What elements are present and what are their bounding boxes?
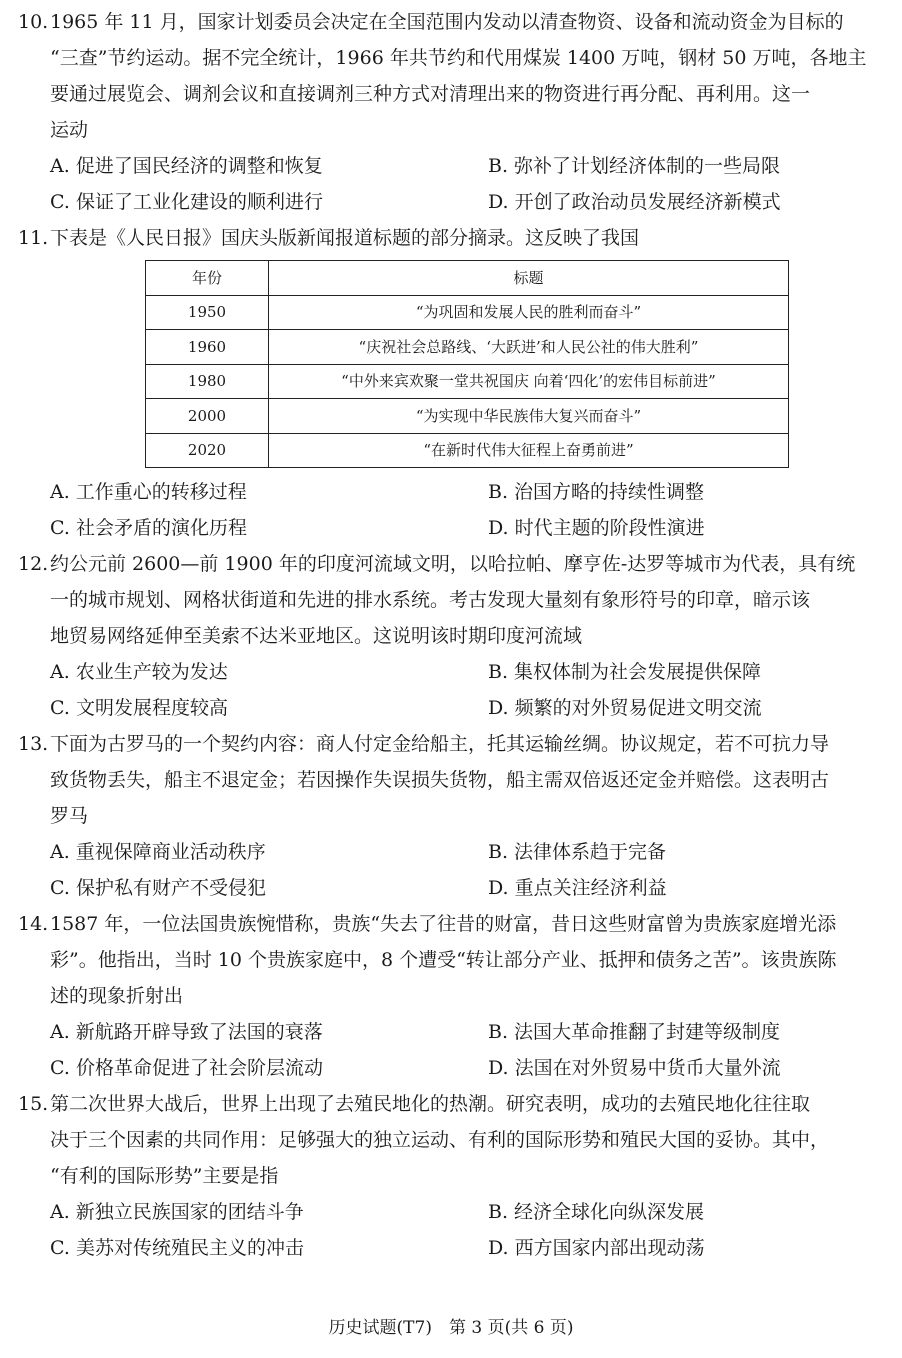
option-d[interactable]: D. 法国在对外贸易中货币大量外流 bbox=[488, 1057, 781, 1079]
option-b[interactable]: B. 治国方略的持续性调整 bbox=[488, 481, 705, 503]
header-year: 年份 bbox=[146, 261, 269, 296]
headline-table bbox=[145, 260, 789, 468]
cell-title: “庆祝社会总路线、‘大跃进’和人民公社的伟大胜利” bbox=[269, 330, 789, 365]
question-number: 13. bbox=[18, 733, 49, 755]
question-stem: 12.约公元前 2600—前 1900 年的印度河流域文明，以哈拉帕、摩亨佐-达罗等城市为代表，具有统 bbox=[18, 546, 884, 582]
answer-options bbox=[18, 474, 884, 546]
option-b[interactable]: B. 集权体制为社会发展提供保障 bbox=[488, 661, 762, 683]
option-a[interactable]: A. 促进了国民经济的调整和恢复 bbox=[50, 155, 323, 177]
option-d[interactable]: D. 开创了政治动员发展经济新模式 bbox=[488, 191, 781, 213]
table-row bbox=[146, 364, 789, 399]
cell-title: “为巩固和发展人民的胜利而奋斗” bbox=[269, 295, 789, 330]
header-title: 标题 bbox=[269, 261, 789, 296]
option-a[interactable]: A. 农业生产较为发达 bbox=[50, 661, 228, 683]
headline-table-wrapper bbox=[18, 256, 884, 474]
option-b[interactable]: B. 弥补了计划经济体制的一些局限 bbox=[488, 155, 781, 177]
option-c[interactable]: C. 保护私有财产不受侵犯 bbox=[50, 877, 266, 899]
question-10: 10.1965 年 11 月，国家计划委员会决定在全国范围内发动以清查物资、设备和流动资金为目标的 “三查”节约运动。据不完全统计，1966 年共节约和代用煤炭 1400 万吨，钢材 50 万吨，各地主 要通过展览会、调剂会议和直接调剂三种方式对清理出来的物资进行再分配、再利用。这一 运动 A. 促进了国民经济的调整和恢复 B. 弥补了计划经济体制的一些局限 C. 保证了工业化建设的顺利进行 D. 开创了政治动员发展经济新模式 bbox=[18, 4, 884, 220]
cell-title: “为实现中华民族伟大复兴而奋斗” bbox=[269, 399, 789, 434]
option-c[interactable]: C. 保证了工业化建设的顺利进行 bbox=[50, 191, 323, 213]
option-b[interactable]: B. 经济全球化向纵深发展 bbox=[488, 1201, 705, 1223]
option-a[interactable]: A. 新独立民族国家的团结斗争 bbox=[50, 1201, 304, 1223]
option-a[interactable]: A. 新航路开辟导致了法国的衰落 bbox=[50, 1021, 323, 1043]
question-stem: 14.1587 年，一位法国贵族惋惜称，贵族“失去了往昔的财富，昔日这些财富曾为贵族家庭增光添 bbox=[18, 906, 884, 942]
question-stem: 15.第二次世界大战后，世界上出现了去殖民地化的热潮。研究表明，成功的去殖民地化往往取 bbox=[18, 1086, 884, 1122]
question-number: 15. bbox=[18, 1093, 49, 1115]
question-stem: 11.下表是《人民日报》国庆头版新闻报道标题的部分摘录。这反映了我国 bbox=[18, 220, 884, 256]
question-number: 11. bbox=[18, 227, 49, 249]
option-c[interactable]: C. 社会矛盾的演化历程 bbox=[50, 517, 247, 539]
option-d[interactable]: D. 时代主题的阶段性演进 bbox=[488, 517, 705, 539]
cell-year: 1950 bbox=[146, 295, 269, 330]
option-d[interactable]: D. 重点关注经济利益 bbox=[488, 877, 667, 899]
question-number: 10. bbox=[18, 11, 49, 33]
cell-year: 1960 bbox=[146, 330, 269, 365]
question-11 bbox=[18, 220, 884, 546]
question-stem: 10.1965 年 11 月，国家计划委员会决定在全国范围内发动以清查物资、设备和流动资金为目标的 bbox=[18, 4, 884, 40]
table-header-row bbox=[146, 261, 789, 296]
answer-options bbox=[18, 1014, 884, 1086]
question-number: 14. bbox=[18, 913, 49, 935]
answer-options bbox=[18, 834, 884, 906]
option-d[interactable]: D. 频繁的对外贸易促进文明交流 bbox=[488, 697, 762, 719]
table-row bbox=[146, 433, 789, 468]
answer-options bbox=[18, 148, 884, 220]
question-13: 13.下面为古罗马的一个契约内容：商人付定金给船主，托其运输丝绸。协议规定，若不可抗力导 致货物丢失，船主不退定金；若因操作失误损失货物，船主需双倍返还定金并赔偿。这表明古 罗马 A. 重视保障商业活动秩序 B. 法律体系趋于完备 C. 保护私有财产不受侵犯 D. 重点关注经济利益 bbox=[18, 726, 884, 906]
option-d[interactable]: D. 西方国家内部出现动荡 bbox=[488, 1237, 705, 1259]
option-a[interactable]: A. 工作重心的转移过程 bbox=[50, 481, 247, 503]
answer-options bbox=[18, 1194, 884, 1266]
option-c[interactable]: C. 价格革命促进了社会阶层流动 bbox=[50, 1057, 323, 1079]
option-a[interactable]: A. 重视保障商业活动秩序 bbox=[50, 841, 266, 863]
answer-options bbox=[18, 654, 884, 726]
option-b[interactable]: B. 法律体系趋于完备 bbox=[488, 841, 667, 863]
page-footer: 历史试题(T7) 第 3 页(共 6 页) bbox=[328, 1318, 574, 1338]
question-12: 12.约公元前 2600—前 1900 年的印度河流域文明，以哈拉帕、摩亨佐-达罗等城市为代表，具有统 一的城市规划、网格状街道和先进的排水系统。考古发现大量刻有象形符号的印章，暗示该 地贸易网络延伸至美索不达米亚地区。这说明该时期印度河流域 A. 农业生产较为发达 B. 集权体制为社会发展提供保障 C. 文明发展程度较高 D. 频繁的对外贸易促进文明交流 bbox=[18, 546, 884, 726]
table-row bbox=[146, 399, 789, 434]
cell-title: “在新时代伟大征程上奋勇前进” bbox=[269, 433, 789, 468]
option-b[interactable]: B. 法国大革命推翻了封建等级制度 bbox=[488, 1021, 781, 1043]
cell-title: “中外来宾欢聚一堂共祝国庆 向着‘四化’的宏伟目标前进” bbox=[269, 364, 789, 399]
question-15: 15.第二次世界大战后，世界上出现了去殖民地化的热潮。研究表明，成功的去殖民地化往往取 决于三个因素的共同作用：足够强大的独立运动、有利的国际形势和殖民大国的妥协。其中， “有利的国际形势”主要是指 A. 新独立民族国家的团结斗争 B. 经济全球化向纵深发展 C. 美苏对传统殖民主义的冲击 D. 西方国家内部出现动荡 bbox=[18, 1086, 884, 1266]
question-number: 12. bbox=[18, 553, 49, 575]
table-row bbox=[146, 295, 789, 330]
cell-year: 1980 bbox=[146, 364, 269, 399]
option-c[interactable]: C. 美苏对传统殖民主义的冲击 bbox=[50, 1237, 304, 1259]
cell-year: 2000 bbox=[146, 399, 269, 434]
table-row bbox=[146, 330, 789, 365]
question-14: 14.1587 年，一位法国贵族惋惜称，贵族“失去了往昔的财富，昔日这些财富曾为贵族家庭增光添 彩”。他指出，当时 10 个贵族家庭中，8 个遭受“转让部分产业、抵押和债务之苦”。该贵族陈 述的现象折射出 A. 新航路开辟导致了法国的衰落 B. 法国大革命推翻了封建等级制度 C. 价格革命促进了社会阶层流动 D. 法国在对外贸易中货币大量外流 bbox=[18, 906, 884, 1086]
cell-year: 2020 bbox=[146, 433, 269, 468]
option-c[interactable]: C. 文明发展程度较高 bbox=[50, 697, 228, 719]
question-stem: 13.下面为古罗马的一个契约内容：商人付定金给船主，托其运输丝绸。协议规定，若不可抗力导 bbox=[18, 726, 884, 762]
